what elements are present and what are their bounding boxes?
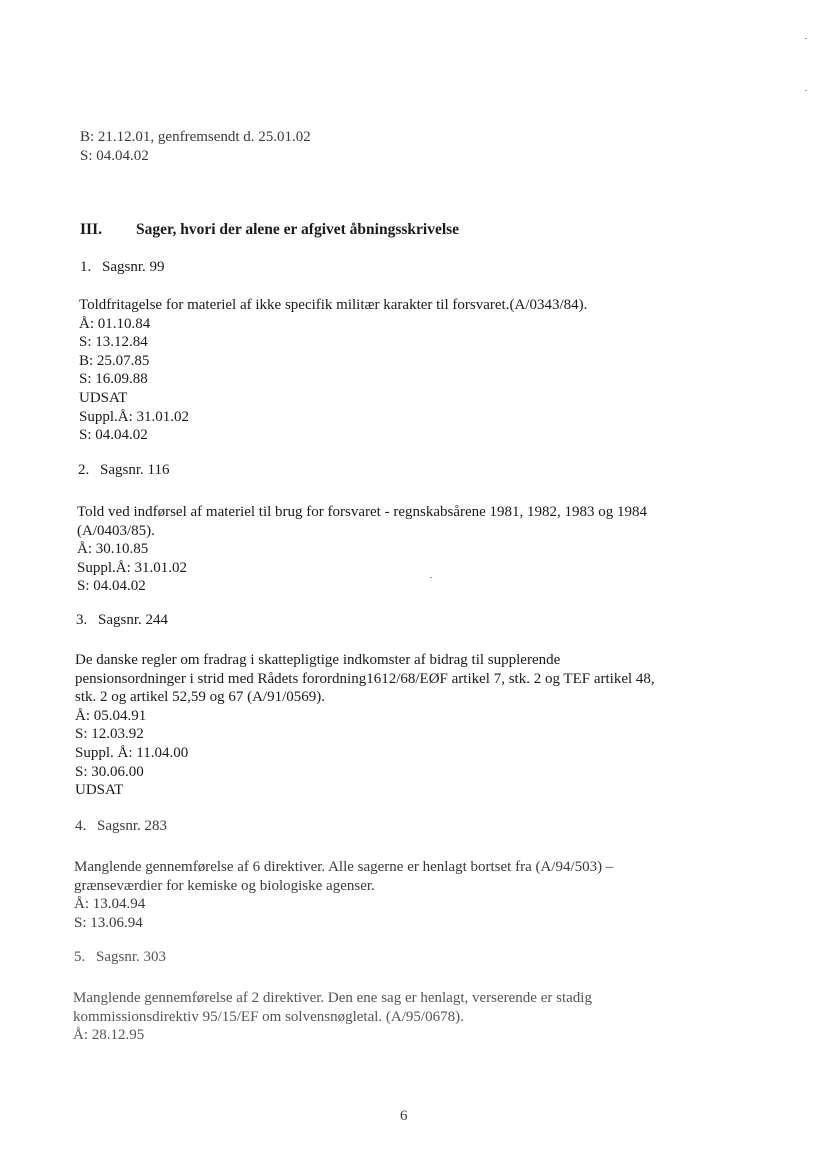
case-body [74, 858, 613, 932]
text-line: Manglende gennemførelse af 2 direktiver. Den ene sag er henlagt, verserende er stadig [73, 990, 592, 1006]
case-index: 4. [75, 818, 87, 834]
case-sagsnr: Sagsnr. 99 [102, 259, 165, 275]
text-line: S: 04.04.02 [77, 578, 146, 595]
text-line: S: 04.04.02 [80, 147, 149, 164]
top-block [80, 128, 311, 165]
text-line: Manglende gennemførelse af 6 direktiver. Alle sagerne er henlagt bortset fra (A/94/503) – [74, 859, 614, 875]
text-line: S: 13.06.94 [74, 914, 143, 931]
case-sagsnr: Sagsnr. 303 [96, 949, 167, 965]
case-body [73, 989, 592, 1045]
case-sagsnr: Sagsnr. 283 [97, 818, 168, 834]
scan-speck [805, 38, 807, 39]
text-line: UDSAT [75, 782, 124, 799]
text-line: Suppl.Å: 31.01.02 [77, 559, 188, 576]
case-index: 3. [76, 612, 88, 628]
text-line: S: 04.04.02 [79, 427, 148, 444]
text-line: S: 16.09.88 [79, 371, 148, 388]
text-line: (A/0403/85). [77, 522, 155, 539]
text-line: Å: 28.12.95 [73, 1027, 145, 1044]
section-title: Sager, hvori der alene er afgivet åbningsskrivelse [136, 221, 460, 238]
case-heading [74, 949, 166, 966]
text-line: Å: 05.04.91 [75, 707, 147, 724]
text-line: Å: 30.10.85 [77, 541, 149, 558]
text-line: UDSAT [79, 389, 128, 406]
text-line: B: 25.07.85 [79, 352, 150, 369]
case-sagsnr: Sagsnr. 116 [100, 462, 170, 478]
text-line: B: 21.12.01, genfremsendt d. 25.01.02 [80, 129, 311, 145]
section-number: III. [80, 221, 102, 238]
text-line: S: 12.03.92 [75, 726, 144, 743]
case-sagsnr: Sagsnr. 244 [98, 612, 169, 628]
text-line: Suppl.Å: 31.01.02 [79, 408, 190, 425]
text-line: kommissionsdirektiv 95/15/EF om solvensnøgletal. (A/95/0678). [73, 1008, 464, 1025]
text-line: De danske regler om fradrag i skattepligtige indkomster af bidrag til supplerende [75, 652, 561, 668]
scan-speck [805, 90, 807, 91]
case-index: 2. [78, 462, 90, 478]
case-body [75, 651, 655, 800]
text-line: Toldfritagelse for materiel af ikke specifik militær karakter til forsvaret.(A/0343/84). [79, 297, 588, 313]
case-body [77, 503, 647, 596]
text-line: grænseværdier for kemiske og biologiske agenser. [74, 877, 375, 894]
text-line: stk. 2 og artikel 52,59 og 67 (A/91/0569). [75, 689, 325, 706]
page-number: 6 [400, 1108, 408, 1124]
text-line: Å: 13.04.94 [74, 896, 146, 913]
text-line: pensionsordninger i strid med Rådets forordning1612/68/EØF artikel 7, stk. 2 og TEF artikel 48, [75, 670, 655, 687]
case-heading [75, 818, 167, 835]
case-index: 1. [80, 259, 92, 275]
section-heading [80, 221, 459, 239]
text-line: Suppl. Å: 11.04.00 [75, 744, 189, 761]
case-heading [80, 259, 165, 276]
text-line: Told ved indførsel af materiel til brug for forsvaret - regnskabsårene 1981, 1982, 1983 og 1984 [77, 504, 648, 520]
text-line: S: 13.12.84 [79, 334, 148, 351]
case-body [79, 296, 587, 445]
case-index: 5. [74, 949, 86, 965]
text-line: S: 30.06.00 [75, 763, 144, 780]
case-heading [76, 612, 168, 629]
scan-speck [430, 577, 432, 578]
case-heading [78, 462, 169, 479]
text-line: Å: 01.10.84 [79, 315, 151, 332]
